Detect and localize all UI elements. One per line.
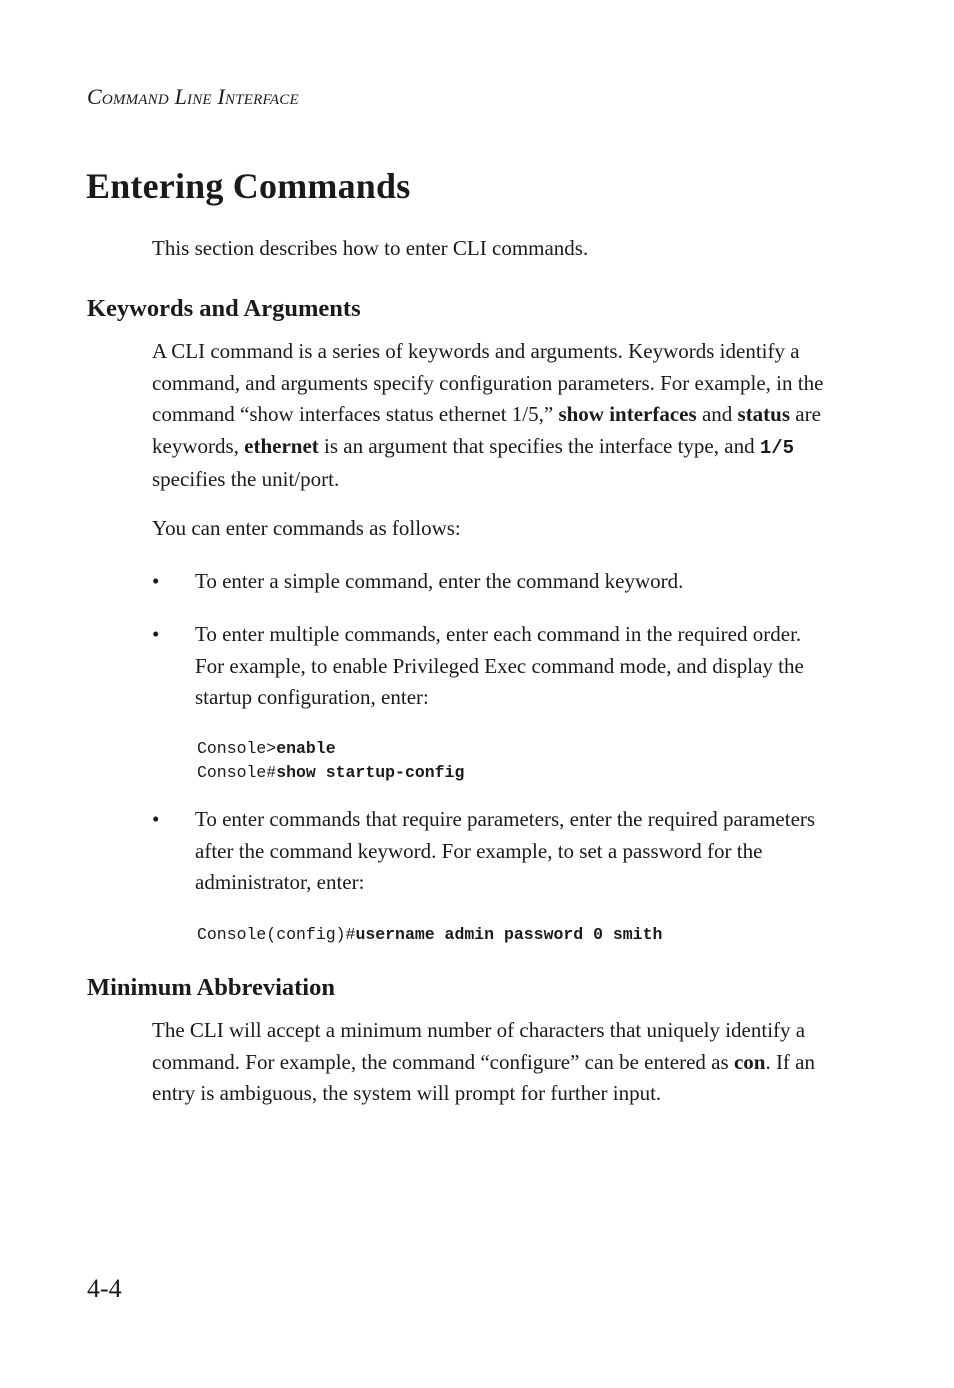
bullet-icon: • xyxy=(152,569,160,593)
running-head: Command Line Interface xyxy=(87,84,299,109)
bullet-icon: • xyxy=(152,807,160,831)
intro-paragraph: This section describes how to enter CLI commands. xyxy=(152,236,589,260)
code-example-1 xyxy=(197,737,464,785)
keywords-heading: Keywords and Arguments xyxy=(87,295,361,322)
abbreviation-paragraph: The CLI will accept a minimum number of characters that uniquely identify a command. For example, the command “configure” can be entered as con. If an entry is ambiguous, the system will prompt for further input. xyxy=(152,1018,815,1105)
keywords-paragraph: A CLI command is a series of keywords and arguments. Keywords identify a command, and arguments specify configuration parameters. For example, in the command “show interfaces status ethernet 1/5,” show interfaces and status are keywords, ethernet is an argument that specifies the interface type, and 1/5 specifies the unit/port. xyxy=(152,339,824,491)
abbreviation-heading: Minimum Abbreviation xyxy=(87,974,335,1001)
enter-commands-paragraph: You can enter commands as follows: xyxy=(152,516,461,540)
bullet-icon: • xyxy=(152,622,160,646)
code-example-2 xyxy=(197,923,662,947)
code-line: Console(config)#username admin password 0 smith xyxy=(197,925,663,944)
page-number: 4-4 xyxy=(87,1274,122,1303)
code-line: Console>enable xyxy=(197,739,336,758)
page-title: Entering Commands xyxy=(86,166,411,206)
code-line: Console#show startup-config xyxy=(197,763,465,782)
